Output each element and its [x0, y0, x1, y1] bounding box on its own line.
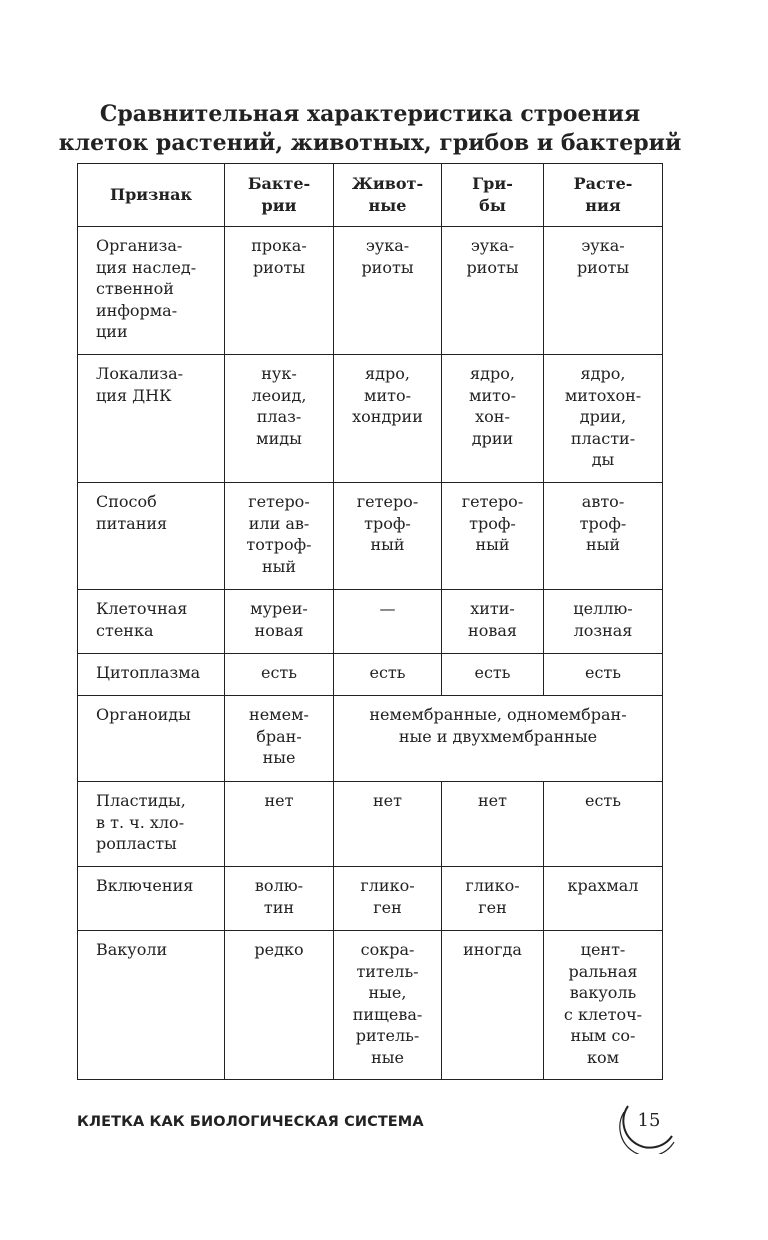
fungi-cell: гетеро- троф- ный: [442, 483, 544, 590]
table-row: [78, 355, 663, 483]
header-feature: Признак: [78, 164, 225, 227]
footer-section-title: КЛЕТКА КАК БИОЛОГИЧЕСКАЯ СИСТЕМА: [77, 1114, 424, 1130]
feature-cell: Цитоплазма: [78, 654, 225, 696]
feature-cell: Органоиды: [78, 696, 225, 782]
animals-cell: —: [334, 590, 442, 654]
page-number: 15: [637, 1110, 661, 1131]
plants-cell: эука- риоты: [544, 227, 663, 355]
fungi-cell: есть: [442, 654, 544, 696]
bacteria-cell: волю- тин: [225, 867, 334, 931]
plants-cell: ядро, митохон- дрии, пласти- ды: [544, 355, 663, 483]
animals-cell: глико- ген: [334, 867, 442, 931]
table-row: [78, 931, 663, 1080]
table-header-row: [78, 164, 663, 227]
feature-cell: Организа- ция наслед- ственной информа- ции: [78, 227, 225, 355]
fungi-cell: эука- риоты: [442, 227, 544, 355]
fungi-cell: хити- новая: [442, 590, 544, 654]
eukaryotes-merged-cell: немембранные, одномембран- ные и двухмембранные: [334, 696, 663, 782]
bacteria-cell: нет: [225, 782, 334, 867]
table-row: [78, 483, 663, 590]
plants-cell: есть: [544, 782, 663, 867]
animals-cell: эука- риоты: [334, 227, 442, 355]
feature-cell: Способ питания: [78, 483, 225, 590]
animals-cell: нет: [334, 782, 442, 867]
feature-cell: Клеточная стенка: [78, 590, 225, 654]
table-row: [78, 782, 663, 867]
bacteria-cell: редко: [225, 931, 334, 1080]
header-animals: Живот- ные: [334, 164, 442, 227]
header-bacteria: Бакте- рии: [225, 164, 334, 227]
table-row: [78, 654, 663, 696]
table-row: [78, 227, 663, 355]
table-row: [78, 696, 663, 782]
fungi-cell: глико- ген: [442, 867, 544, 931]
plants-cell: есть: [544, 654, 663, 696]
feature-cell: Включения: [78, 867, 225, 931]
animals-cell: ядро, мито- хондрии: [334, 355, 442, 483]
fungi-cell: ядро, мито- хон- дрии: [442, 355, 544, 483]
title-line-1: Сравнительная характеристика строения: [99, 101, 641, 127]
fungi-cell: нет: [442, 782, 544, 867]
bacteria-cell: немем- бран- ные: [225, 696, 334, 782]
bacteria-cell: гетеро- или ав- тотроф- ный: [225, 483, 334, 590]
bacteria-cell: нук- леоид, плаз- миды: [225, 355, 334, 483]
plants-cell: крахмал: [544, 867, 663, 931]
table-row: [78, 867, 663, 931]
animals-cell: гетеро- троф- ный: [334, 483, 442, 590]
table-row: [78, 590, 663, 654]
fungi-cell: иногда: [442, 931, 544, 1080]
bacteria-cell: муреи- новая: [225, 590, 334, 654]
header-plants: Расте- ния: [544, 164, 663, 227]
page-title: [40, 100, 700, 158]
comparison-table: [77, 163, 663, 1080]
feature-cell: Пластиды, в т. ч. хло- ропласты: [78, 782, 225, 867]
feature-cell: Вакуоли: [78, 931, 225, 1080]
title-line-2: клеток растений, животных, грибов и бактерий: [58, 130, 682, 156]
plants-cell: целлю- лозная: [544, 590, 663, 654]
animals-cell: есть: [334, 654, 442, 696]
bacteria-cell: прока- риоты: [225, 227, 334, 355]
plants-cell: авто- троф- ный: [544, 483, 663, 590]
animals-cell: сокра- титель- ные, пищева- ритель- ные: [334, 931, 442, 1080]
bacteria-cell: есть: [225, 654, 334, 696]
plants-cell: цент- ральная вакуоль с клеточ- ным со- ком: [544, 931, 663, 1080]
header-fungi: Гри- бы: [442, 164, 544, 227]
feature-cell: Локализа- ция ДНК: [78, 355, 225, 483]
